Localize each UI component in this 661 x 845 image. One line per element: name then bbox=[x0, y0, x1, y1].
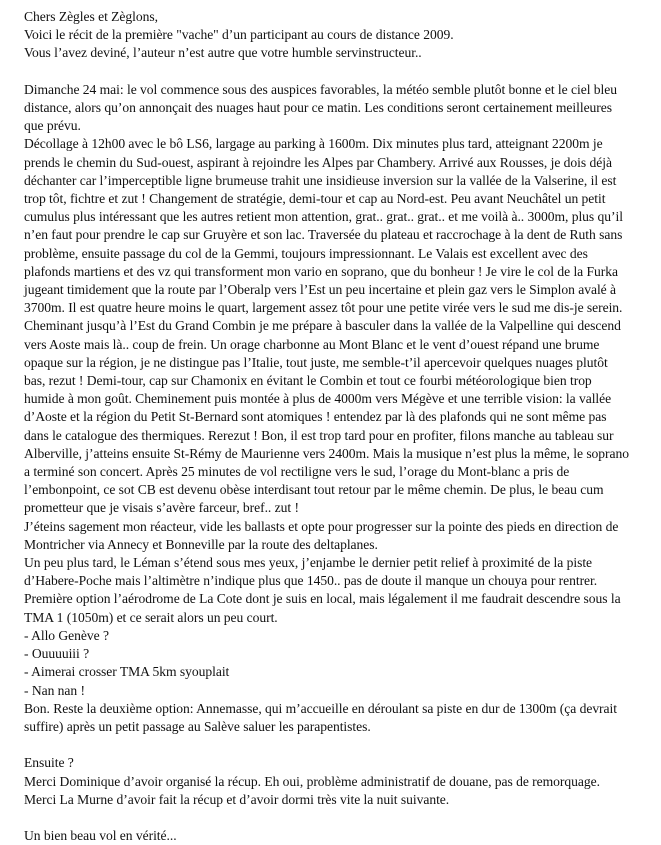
story-line: Un peu plus tard, le Léman s’étend sous mes yeux, j’enjambe le dernier petit relief à proximité de la piste bbox=[24, 555, 593, 571]
story-line: bas, rezut ! Demi-tour, cap sur Chamonix en évitant le Combin et tout ce fourbi météorologique bien trop bbox=[24, 373, 592, 389]
letter-document bbox=[24, 8, 636, 845]
story-line: TMA 1 (1050m) et ce serait alors un peu court. bbox=[24, 609, 278, 625]
story-line: cumulus plus intéressant que les autres retient mon attention, grat.. grat.. grat.. et me voilà à.. 3000m, plus qu’il bbox=[24, 209, 623, 225]
story-line: problème, ensuite passage du col de la Gemmi, toujours impressionnant. Le Valais est excellent avec des bbox=[24, 245, 588, 261]
story-line: prends le chemin du Sud-ouest, aspirant à rejoindre les Alpes par Chambery. Arrivé aux Rousses, je dois déjà bbox=[24, 154, 612, 170]
greeting-line: Voici le récit de la première "vache" d’un participant au cours de distance 2009. bbox=[24, 27, 454, 43]
story-line: Bon. Reste la deuxième option: Annemasse, qui m’accueille en déroulant sa piste en dur de 1300m (ça devrait bbox=[24, 700, 617, 716]
ending-paragraph bbox=[24, 754, 636, 809]
story-line: d’Habere-Poche mais l’altimètre n’indique plus que 1450.. pas de doute il manque un chouya pour rentrer. bbox=[24, 573, 598, 589]
story-line: que prévu. bbox=[24, 118, 81, 134]
story-line: opaque sur la région, je ne distingue pas l’Italie, tout juste, me semble-t’il apercevoir quelques nuages plutôt bbox=[24, 354, 608, 370]
story-paragraph bbox=[24, 81, 636, 736]
story-line: n’en faut pour prendre le cap sur Gruyère et son lac. Traversée du plateau et raccrochage à la dent de Ruth sans bbox=[24, 227, 623, 243]
dialogue-line: - Aimerai crosser TMA 5km syouplait bbox=[24, 664, 230, 680]
story-line: Alberville, j’atteins ensuite St-Rémy de Maurienne vers 2400m. Mais la musique n’est plus la même, le soprano bbox=[24, 445, 630, 461]
story-line: vers Aoste mais là.. coup de frein. Un orage charbonne au Mont Blanc et le vent d’ouest répand une brume bbox=[24, 336, 600, 352]
story-line: dans le catalogue des thermiques. Rerezut ! Bon, il est trop tard pour en profiter, filons manche au tableau sur bbox=[24, 427, 614, 443]
story-line: suffire) après un petit passage au Salève saluer les parapentistes. bbox=[24, 718, 371, 734]
closing-paragraph bbox=[24, 827, 636, 845]
story-line: déchanter car l’imperceptible ligne brumeuse trahit une insidieuse inversion sur la vallée de la Valserine, il est bbox=[24, 172, 617, 188]
story-line: prometteur que je visais s’avère farceur, bref.. zut ! bbox=[24, 500, 299, 516]
paragraph-gap bbox=[24, 736, 636, 754]
dialogue-line: - Allo Genève ? bbox=[24, 627, 109, 643]
story-line: Dimanche 24 mai: le vol commence sous des auspices favorables, la météo semble plutôt bonne et le ciel bleu bbox=[24, 81, 617, 97]
story-line: d’Aoste et la région du Petit St-Bernard sont atomiques ! entendez par là des plafonds qui ne sont même pas bbox=[24, 409, 607, 425]
ending-line: Merci La Murne d’avoir fait la récup et d’avoir dormi très vite la nuit suivante. bbox=[24, 791, 450, 807]
closing-line: Un bien beau vol en vérité... bbox=[24, 828, 177, 844]
story-line: Décollage à 12h00 avec le bô LS6, largage au parking à 1600m. Dix minutes plus tard, atteignant 2200m je bbox=[24, 136, 603, 152]
story-line: jugeant timidement que la route par l’Oberalp vers l’Est un peu incertaine et plein gaz vers le Simplon avalé à bbox=[24, 282, 616, 298]
paragraph-gap bbox=[24, 63, 636, 81]
dialogue-line: - Ouuuuiii ? bbox=[24, 646, 90, 662]
story-line: trop tôt, fichtre et zut ! Changement de stratégie, demi-tour et cap au Nord-est. Peu avant Neuchâtel un petit bbox=[24, 191, 606, 207]
story-line: humide à mon goût. Cheminement puis montée à plus de 4000m vers Mégève et une terrible vision: la vallée bbox=[24, 391, 612, 407]
greeting-line: Vous l’avez deviné, l’auteur n’est autre que votre humble servinstructeur.. bbox=[24, 45, 422, 61]
greeting-paragraph bbox=[24, 8, 636, 63]
story-line: plafonds martiens et des vz qui transforment mon vario en soprano, que du bonheur ! Je vire le col de la Furka bbox=[24, 263, 618, 279]
ending-line: Merci Dominique d’avoir organisé la récup. Eh oui, problème administratif de douane, pas de remorquage. bbox=[24, 773, 600, 789]
ending-line: Ensuite ? bbox=[24, 755, 74, 771]
dialogue-line: - Nan nan ! bbox=[24, 682, 85, 698]
story-line: J’éteins sagement mon réacteur, vide les ballasts et opte pour progresser sur la pointe des pieds en direction de bbox=[24, 518, 619, 534]
story-line: 3700m. Il est quatre heure moins le quart, largement assez tôt pour une petite virée vers le sud me dis-je serein. bbox=[24, 300, 623, 316]
story-line: Cheminant jusqu’à l’Est du Grand Combin je me prépare à basculer dans la vallée de la Valpelline qui descend bbox=[24, 318, 621, 334]
paragraph-gap bbox=[24, 809, 636, 827]
story-line: Montricher via Annecy et Bonneville par la route des deltaplanes. bbox=[24, 536, 378, 552]
story-line: distance, alors qu’on annonçait des nuages haut pour ce matin. Les conditions seront certainement meilleures bbox=[24, 100, 613, 115]
greeting-line: Chers Zègles et Zèglons, bbox=[24, 9, 158, 24]
story-line: l’embonpoint, ce sot CB est devenu obèse interdisant tout retour par le même chemin. De plus, le beau cum bbox=[24, 482, 604, 498]
story-line: Première option l’aérodrome de La Cote dont je suis en local, mais légalement il me faudrait descendre sous la bbox=[24, 591, 621, 607]
story-line: a terminé son concert. Après 25 minutes de vol rectiligne vers le sud, l’orage du Mont-blanc a pris de bbox=[24, 464, 570, 480]
